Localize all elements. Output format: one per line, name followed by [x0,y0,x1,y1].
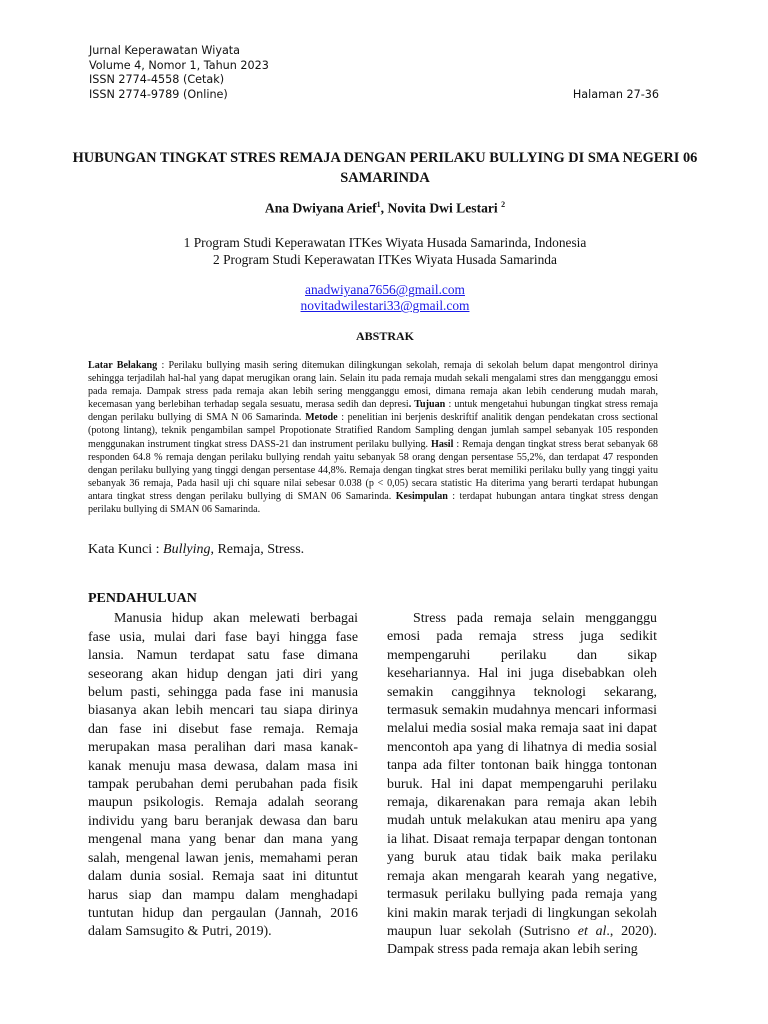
abstract-hasil-label: Hasil [430,438,454,450]
keyword-bullying: Bullying [163,542,211,557]
keywords-label: Kata Kunci : [88,542,164,557]
author-line [60,200,710,217]
abstract-tujuan-text: : untuk mengetahui hubungan tingkat stress remaja dengan perilaku bullying di SMA N 06 Samarinda. [88,399,658,424]
author-1-affil: 1 [376,200,381,209]
section-heading: PENDAHULUAN [88,591,197,606]
intro-right-text-b: ., 2020). Dampak stress pada remaja akan lebih sering [387,923,657,958]
email-link-2[interactable]: novitadwilestari33@gmail.com [300,298,470,313]
abstract-hasil-text: : Remaja dengan tingkat stress berat sebanyak 68 responden 64.8 % remaja dengan perilaku bullying rendah yaitu sebanyak 58 orang dengan persentase 55,2%, dan terdapat 47 responden dengan perilaku bullying yang tinggi dengan persentase 44,8%. Remaja dengan tingkat stres berat memiliki perilaku bully yang tinggi yaitu sebanyak 36 remaja, Pada hasil uji chi square nilai sebesar 0.038 (p < 0,05) secara statistic Ha diterima yang berarti terdapat hubungan antara tingkat stress dengan perilaku bullying di SMAN 06 Samarinda. [88,438,658,502]
abstract-metode-text: : penelitian ini berjenis deskriftif analitik dengan pendekatan cross sectional (potong lintang), teknik pengambilan sampel Propotionate Stratified Random Sampling dengan jumlah sampel sebanyak 105 responden menggunakan instrument tingkat stress DASS-21 dan instrument perilaku bullying. [88,412,658,450]
right-column [387,610,657,960]
abstract-kesimpulan-text: : terdapat hubungan antara tingkat stress dengan perilaku bullying di SMAN 06 Samarinda. [88,490,658,516]
journal-volume: Volume 4, Nomor 1, Tahun 2023 [89,58,269,72]
journal-header [89,44,659,102]
intro-paragraph-right [387,610,657,960]
abstract-metode-label: Metode [305,412,338,424]
abstract-latar-text: : Perilaku bullying masih sering ditemukan dilingkungan sekolah, remaja di sekolah belum dapat mengontrol dirinya sehingga terjadilah hal-hal yang dapat merugikan orang lain. Selain itu pada remaja mudah sekali mengalami stres dan mengganggu emosi pada remaja. Dampak stress pada remaja akan lebih sering mengganggu emosi, dimana remaja akan lebih cenderung mudah marah, kecemasan yang berlebihan terhadap segala sesuatu, merasa sedih dan depresi [88,360,658,411]
page-range: Halaman 27-36 [572,87,659,101]
affiliation-1: 1 Program Studi Keperawatan ITKes Wiyata Husada Samarinda, Indonesia [183,235,587,250]
author-2-affil: 2 [501,200,506,209]
author-emails [60,282,710,314]
intro-paragraph-left: Manusia hidup akan melewati berbagai fase usia, mulai dari fase bayi hingga fase lansia. Namun terdapat satu fase dimana seseorang akan hidup dengan jati diri yang belum pasti, sehingga pada fase ini manusia biasanya akan lebih mencari tau siapa dirinya dan fase ini disebut fase remaja. Remaja merupakan masa peralihan dari masa kanak-kanak menuju masa dewasa, dalam masa ini tampak perubahan demi perubahan pada fisik maupun psikologis. Remaja adalah seorang individu yang baru beranjak dewasa dan baru mengenal mana yang benar dan mana yang salah, mengenal lawan jenis, memahami peran dalam dunia sosial. Remaja saat ini dituntut harus siap dan mampu dalam menghadapi tuntutan hidup dan pergaulan (Jannah, 2016 dalam Samsugito & Putri, 2019). [88,611,358,940]
abstract-tujuan-label: . Tujuan [408,399,446,411]
keywords-rest: , Remaja, Stress. [210,542,305,557]
issn-online: ISSN 2774-9789 (Online) [89,87,228,101]
author-1: Ana Dwiyana Arief [264,200,377,216]
author-separator: , [380,200,388,216]
abstract-kesimpulan-label: Kesimpulan [395,490,448,502]
affiliations [60,234,710,268]
abstract-body [88,359,658,516]
left-column [88,590,358,942]
intro-right-italic: et al [577,923,607,939]
abstract-heading: ABSTRAK [355,329,414,343]
affiliation-2: 2 Program Studi Keperawatan ITKes Wiyata Husada Samarinda [213,252,557,267]
issn-print: ISSN 2774-4558 (Cetak) [89,73,225,87]
email-link-1[interactable]: anadwiyana7656@gmail.com [305,282,465,297]
paper-title: HUBUNGAN TINGKAT STRES REMAJA DENGAN PERILAKU BULLYING DI SMA NEGERI 06 SAMARINDA [72,150,698,186]
abstract-latar-label: Latar Belakang [88,360,158,371]
author-2: Novita Dwi Lestari [387,200,502,216]
keywords [88,542,304,558]
journal-name: Jurnal Keperawatan Wiyata [89,44,241,57]
intro-right-text-a: Stress pada remaja selain mengganggu emosi pada remaja stress juga sedikit mempengaruhi perilaku dan sikap kesehariannya. Hal ini juga disebabkan oleh semakin canggihnya teknologi sekarang, termasuk semakin mudahnya mencari informasi melalui media sosial maka remaja saat ini dapat mencontoh apa yang di lihatnya di media sosial tanpa ada filter tontonan baik hingga tontonan buruk. Hal ini dapat mempengaruhi perilaku remaja, dikarenakan para remaja akan lebih mudah untuk melakukan atau meniru apa yang ia lihat. Disaat remaja terpapar dengan tontonan yang buruk atau tidak baik maka perilaku remaja akan mengarah kearah yang negative, termasuk perilaku bullying pada remaja yang kini makin marak terjadi di lingkungan sekolah maupun luar sekolah (Sutrisno [387,611,657,939]
